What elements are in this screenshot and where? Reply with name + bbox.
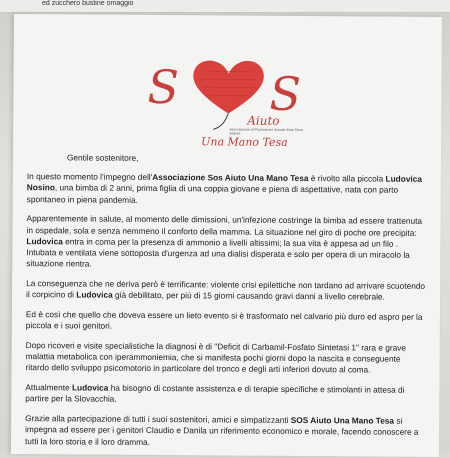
p1-association-name: Associazione Sos Aiuto Una Mano Tesa (152, 172, 309, 184)
p2-child-name: Ludovica (26, 235, 63, 247)
logo-tagline: Una Mano Tesa (201, 135, 288, 149)
p6-text-a: Attualmente (25, 382, 73, 393)
greeting: Gentile sostenitore, (66, 152, 139, 163)
p1-child-name: Ludovica Nosino (26, 173, 423, 193)
p3-text-a: La conseguenza che ne deriva però è terrificante: violente crisi epilettiche non tardano ad arrivare scuotendo il corpicino di (26, 278, 426, 300)
p6-text-c: ha bisogno di costante assistenza e di terapie specifiche e stimolanti in attesa di partire per la Slovacchia. (25, 382, 405, 405)
logo-aiuto: Aiuto (247, 113, 280, 128)
paragraph-1 (27, 171, 427, 207)
paragraph-6 (25, 382, 425, 407)
paragraph-3 (26, 278, 426, 303)
sos-aiuto-logo (143, 49, 314, 150)
p7-text-c: si impegna ad essere per i genitori Claudio e Danila un riferimento economico e morale, facendo conoscere a tutti la loro storia e il loro dramma. (24, 415, 419, 447)
letter-body (25, 152, 427, 458)
p7-text-a: Grazie alla partecipazione di tutti i suoi sostenitori, amici e simpatizzanti (25, 413, 291, 426)
previous-page-text: ed zucchero bustine omaggio (42, 0, 134, 7)
logo-small-text: Associazione di Promozione Sociale Ente Terzo Settore (229, 127, 304, 136)
hand-line-icon (213, 113, 228, 129)
letter-sheet (11, 14, 442, 457)
previous-page-strip (0, 0, 450, 13)
p2-text-c: entra in coma per la presenza di ammonio a livelli altissimi; la sua vita è appesa ad un filo . Intubata e ventilata viene sottoposta d'urgenza ad una dialisi disperata e solo per opera di un miracolo la situazione rientra. (26, 236, 410, 269)
paragraph-7 (25, 413, 425, 449)
p2-text-a: Apparentemente in salute, al momento delle dimissioni, un'infezione costringe la bimba ad essere trattenuta in ospedale, sola e senza nemmeno il conforto della mamma. La situazione nel giro di poche ore precipita: (26, 213, 423, 238)
p6-child-name: Ludovica (71, 382, 109, 393)
logo-letter-s-right: S (269, 66, 302, 122)
p7-association-name: SOS Aiuto Una Mano Tesa (290, 415, 395, 426)
p3-text-c: già debilitato, per più di 15 giorni causando gravi danni a livello cerebrale. (112, 289, 385, 302)
p1-text-e: , una bimba di 2 anni, prima figlia di una coppia giovane e piena di aspettative, nata con parto spontaneo in piena pandemia. (26, 182, 399, 205)
p1-text-c: è rivolto alla piccola (308, 173, 386, 184)
paragraph-2 (26, 213, 426, 272)
logo-letter-s-left: S (147, 59, 180, 115)
p3-child-name: Ludovica (76, 289, 113, 300)
paragraph-4: Ed è così che quello che doveva essere un lieto evento si è trasformato nel calvario più duro ed aspro per la piccola e i suoi genitori. (25, 309, 423, 331)
p1-text-a: In questo momento l'impegno dell' (26, 171, 153, 183)
paragraph-5: Dopo ricoveri e visite specialistiche la diagnosi è di "Deficit di Carbamil-Fosfato Sintetasi 1" rara e grave malattia metabolica con iperammoniemia, che si manifesta pochi giorni dopo la nascita e conseguente ritardo dello sviluppo psicomotorio in particolare del tronco e degli arti inferiori dovuto al coma. (25, 340, 407, 375)
